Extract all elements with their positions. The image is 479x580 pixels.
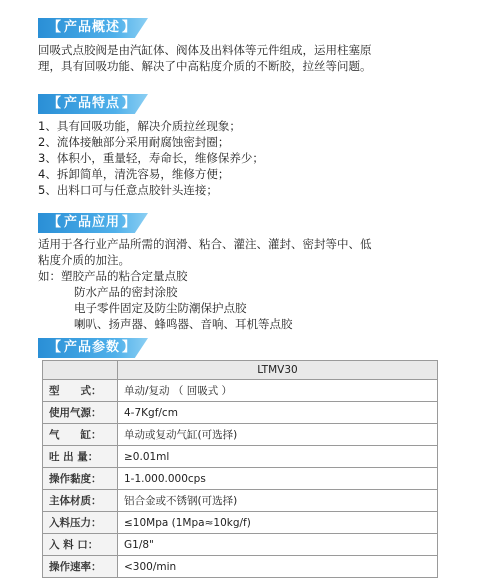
param-value: ≤10Mpa (1Mpa≈10kg/f) — [118, 512, 438, 534]
table-row — [43, 512, 438, 534]
param-label: 入料压力： — [43, 512, 118, 534]
application-text — [38, 236, 450, 332]
param-label: 主体材质： — [43, 490, 118, 512]
params-title: 【 产品参数 】 — [48, 340, 137, 355]
application-title: 【 产品应用 】 — [48, 215, 137, 230]
param-value: ≥0.01ml — [118, 446, 438, 468]
feature-item: 3、体积小，重量轻，寿命长，维修保养少； — [38, 151, 264, 165]
table-row — [43, 402, 438, 424]
table-row — [43, 380, 438, 402]
params-table — [42, 360, 438, 578]
overview-text — [38, 42, 450, 74]
param-label: 操作速率： — [43, 556, 118, 578]
feature-item: 1、具有回吸功能，解决介质拉丝现象； — [38, 119, 241, 133]
table-row — [43, 490, 438, 512]
param-label: 入 料 口： — [43, 534, 118, 556]
param-label: 型 式： — [43, 380, 118, 402]
application-example: 防水产品的密封涂胶 — [74, 285, 178, 299]
table-row — [43, 424, 438, 446]
param-label: 气 缸： — [43, 424, 118, 446]
param-value: 1-1.000.000cps — [118, 468, 438, 490]
application-examples-label: 如：塑胶产品的粘合定量点胶 — [38, 269, 188, 283]
table-row — [43, 446, 438, 468]
param-value: 单动/复动 （ 回吸式 ） — [118, 380, 438, 402]
overview-line: 理，具有回吸功能、解决了中高粘度介质的不断胶，拉丝等问题。 — [38, 59, 372, 73]
param-value: 铝合金或不锈钢(可选择) — [118, 490, 438, 512]
table-row — [43, 534, 438, 556]
param-value: 4-7Kgf/cm — [118, 402, 438, 424]
features-list — [38, 118, 450, 198]
params-model: LTMV30 — [118, 361, 438, 380]
feature-item: 4、拆卸简单，清洗容易，维修方便； — [38, 167, 230, 181]
params-head-blank — [43, 361, 118, 380]
param-value: 单动或复动气缸(可选择) — [118, 424, 438, 446]
param-value: G1/8" — [118, 534, 438, 556]
param-label: 操作黏度： — [43, 468, 118, 490]
overview-title: 【 产品概述 】 — [48, 20, 137, 35]
application-example: 电子零件固定及防尘防潮保护点胶 — [74, 301, 247, 315]
feature-item: 2、流体接触部分采用耐腐蚀密封圈； — [38, 135, 230, 149]
params-table-head — [43, 361, 438, 380]
overview-line: 回吸式点胶阀是由汽缸体、阀体及出料体等元件组成，运用柱塞原 — [38, 43, 372, 57]
feature-item: 5、出料口可与任意点胶针头连接； — [38, 183, 218, 197]
table-row — [43, 468, 438, 490]
features-title: 【 产品特点 】 — [48, 96, 137, 111]
application-example: 喇叭、扬声器、蜂鸣器、音响、耳机等点胶 — [74, 317, 293, 331]
table-row — [43, 556, 438, 578]
param-value: <300/min — [118, 556, 438, 578]
application-intro-line: 粘度介质的加注。 — [38, 253, 130, 267]
param-label: 使用气源： — [43, 402, 118, 424]
param-label: 吐 出 量： — [43, 446, 118, 468]
application-intro-line: 适用于各行业产品所需的润滑、粘合、灌注、灌封、密封等中、低 — [38, 237, 372, 251]
